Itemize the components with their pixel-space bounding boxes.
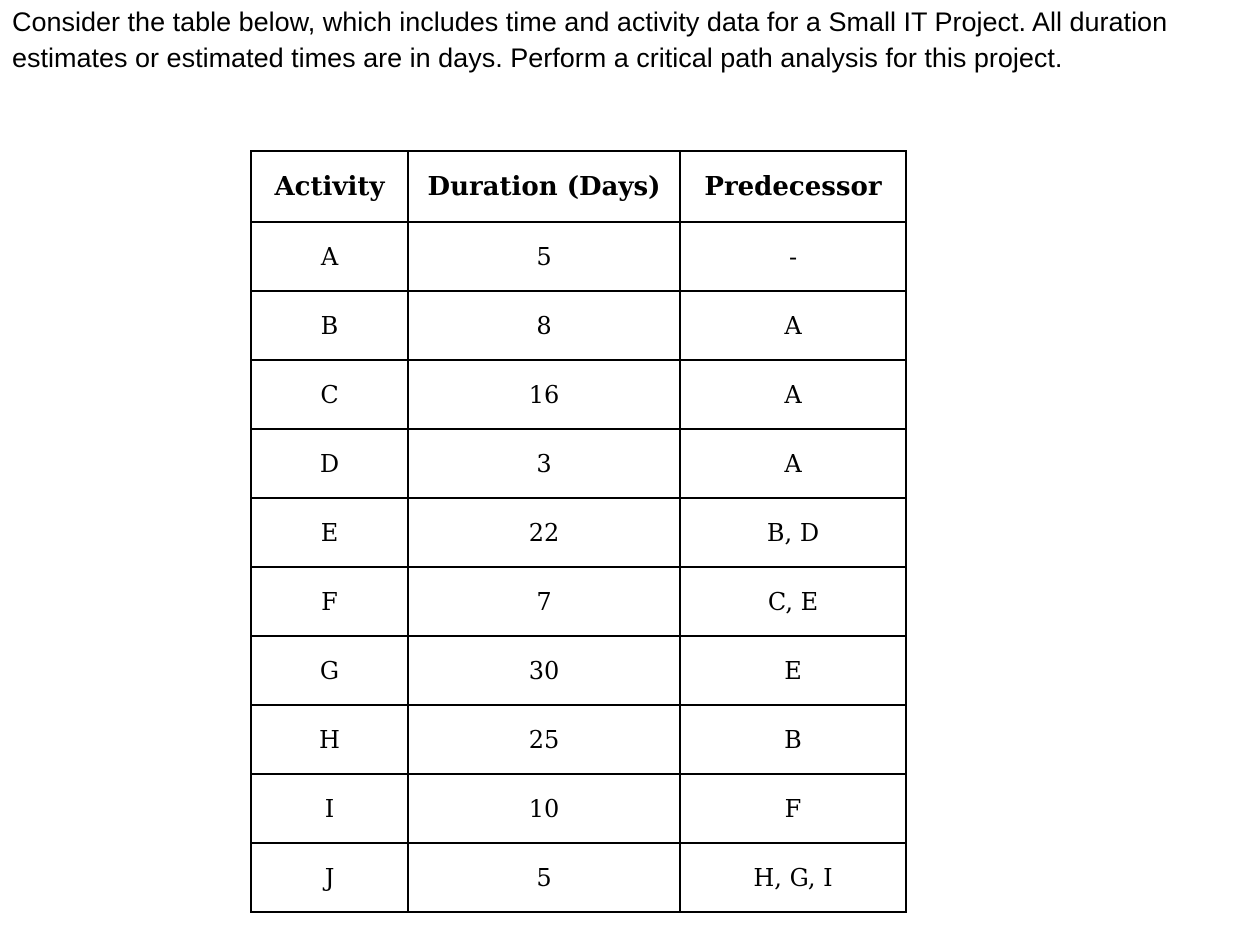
cell-predecessor: -	[680, 222, 906, 291]
cell-activity: C	[251, 360, 408, 429]
cell-predecessor: A	[680, 291, 906, 360]
table-row	[251, 222, 906, 291]
cell-activity: H	[251, 705, 408, 774]
question-text: Consider the table below, which includes time and activity data for a Small IT Project. All duration estimates or estimated times are in days. Perform a critical path analysis for this project.	[12, 7, 1168, 73]
cell-predecessor: A	[680, 429, 906, 498]
cell-activity: D	[251, 429, 408, 498]
header-activity: Activity	[251, 151, 408, 222]
cell-predecessor: F	[680, 774, 906, 843]
cell-duration: 3	[408, 429, 680, 498]
cell-predecessor: B, D	[680, 498, 906, 567]
table-row	[251, 291, 906, 360]
table-row	[251, 498, 906, 567]
cell-duration: 5	[408, 222, 680, 291]
table-row	[251, 429, 906, 498]
table-row	[251, 636, 906, 705]
cell-duration: 30	[408, 636, 680, 705]
cell-duration: 25	[408, 705, 680, 774]
table-header-row	[251, 151, 906, 222]
cell-predecessor: H, G, I	[680, 843, 906, 912]
cell-duration: 8	[408, 291, 680, 360]
header-duration: Duration (Days)	[408, 151, 680, 222]
table-row	[251, 705, 906, 774]
cell-activity: E	[251, 498, 408, 567]
cell-duration: 5	[408, 843, 680, 912]
header-predecessor: Predecessor	[680, 151, 906, 222]
cell-activity: B	[251, 291, 408, 360]
table-row	[251, 843, 906, 912]
table-row	[251, 774, 906, 843]
cell-duration: 10	[408, 774, 680, 843]
cell-predecessor: E	[680, 636, 906, 705]
table-row	[251, 567, 906, 636]
cell-predecessor: A	[680, 360, 906, 429]
cell-predecessor: B	[680, 705, 906, 774]
table-row	[251, 360, 906, 429]
cell-duration: 22	[408, 498, 680, 567]
cell-activity: G	[251, 636, 408, 705]
cell-activity: A	[251, 222, 408, 291]
cell-duration: 16	[408, 360, 680, 429]
cell-predecessor: C, E	[680, 567, 906, 636]
activity-table	[250, 150, 907, 913]
cell-duration: 7	[408, 567, 680, 636]
cell-activity: I	[251, 774, 408, 843]
cell-activity: F	[251, 567, 408, 636]
cell-activity: J	[251, 843, 408, 912]
